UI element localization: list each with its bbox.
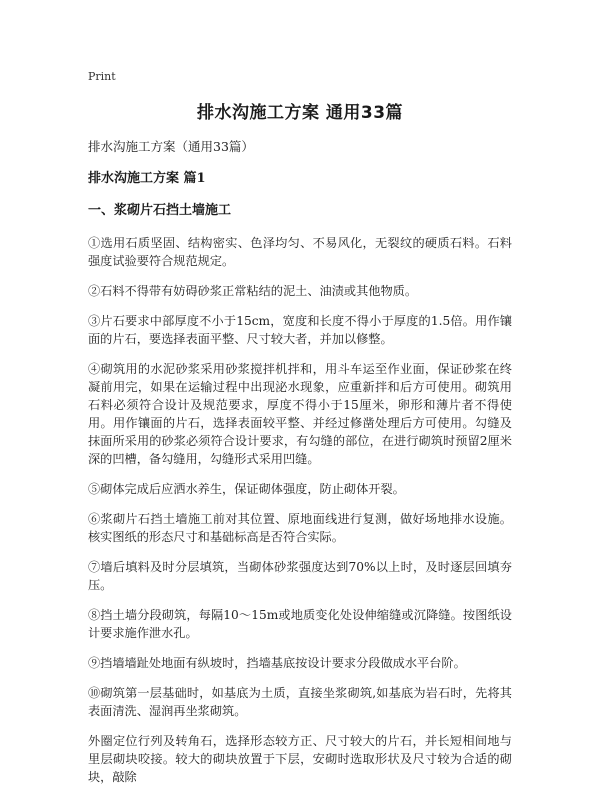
paragraph-1: ①选用石质坚固、结构密实、色泽均匀、不易风化，无裂纹的硬质石料。石料强度试验要符合规范规定。 (88, 236, 512, 268)
paragraph-3: ③片石要求中部厚度不小于15cm，宽度和长度不得小于厚度的1.5倍。用作镶面的片石，要选择表面平整、尺寸较大者，并加以修整。 (88, 314, 512, 346)
paragraph-6: ⑥浆砌片石挡土墙施工前对其位置、原地面线进行复测，做好场地排水设施。核实图纸的形态尺寸和基础标高是否符合实际。 (88, 512, 512, 544)
document-subtitle: 排水沟施工方案（通用33篇） (88, 139, 254, 154)
paragraph-11: 外圈定位行列及转角石，选择形态较方正、尺寸较大的片石，并长短相间地与里层砌块咬接。较大的砌块放置于下层，安砌时选取形状及尺寸较为合适的砌块，敲除 (88, 734, 512, 784)
print-label[interactable]: Print (88, 70, 116, 83)
paragraph-8: ⑧挡土墙分段砌筑，每隔10～15m或地质变化处设伸缩缝或沉降缝。按图纸设计要求施作泄水孔。 (88, 608, 512, 640)
paragraph-7: ⑦墙后填料及时分层填筑，当砌体砂浆强度达到70%以上时，及时逐层回填夯压。 (88, 560, 512, 592)
subsection-heading: 一、浆砌片石挡土墙施工 (88, 203, 232, 218)
paragraph-9: ⑨挡墙墙趾处地面有纵坡时，挡墙基底按设计要求分段做成水平台阶。 (88, 656, 466, 670)
paragraph-10: ⑩砌筑第一层基础时，如基底为土质，直接坐浆砌筑,如基底为岩石时，先将其表面清洗、湿润再坐浆砌筑。 (88, 686, 512, 718)
paragraph-5: ⑤砌体完成后应洒水养生，保证砌体强度，防止砌体开裂。 (88, 482, 405, 496)
document-title: 排水沟施工方案 通用33篇 (196, 103, 404, 123)
paragraph-2: ②石料不得带有妨碍砂浆正常粘结的泥土、油渍或其他物质。 (88, 284, 418, 298)
paragraph-4: ④砌筑用的水泥砂浆采用砂浆搅拌机拌和，用斗车运至作业面，保证砂浆在终凝前用完，如果在运输过程中出现泌水现象，应重新拌和后方可使用。砌筑用石料必须符合设计及规范要求，厚度不得小于15厘米，卵形和薄片者不得使用。用作镶面的片石，选择表面较平整、并经过修凿处理后方可使用。勾缝及抹面所采用的砂浆必须符合设计要求，有勾缝的部位，在进行砌筑时预留2厘米深的凹槽，备勾缝用，勾缝形式采用凹缝。 (88, 362, 512, 466)
section-heading: 排水沟施工方案 篇1 (88, 171, 206, 186)
